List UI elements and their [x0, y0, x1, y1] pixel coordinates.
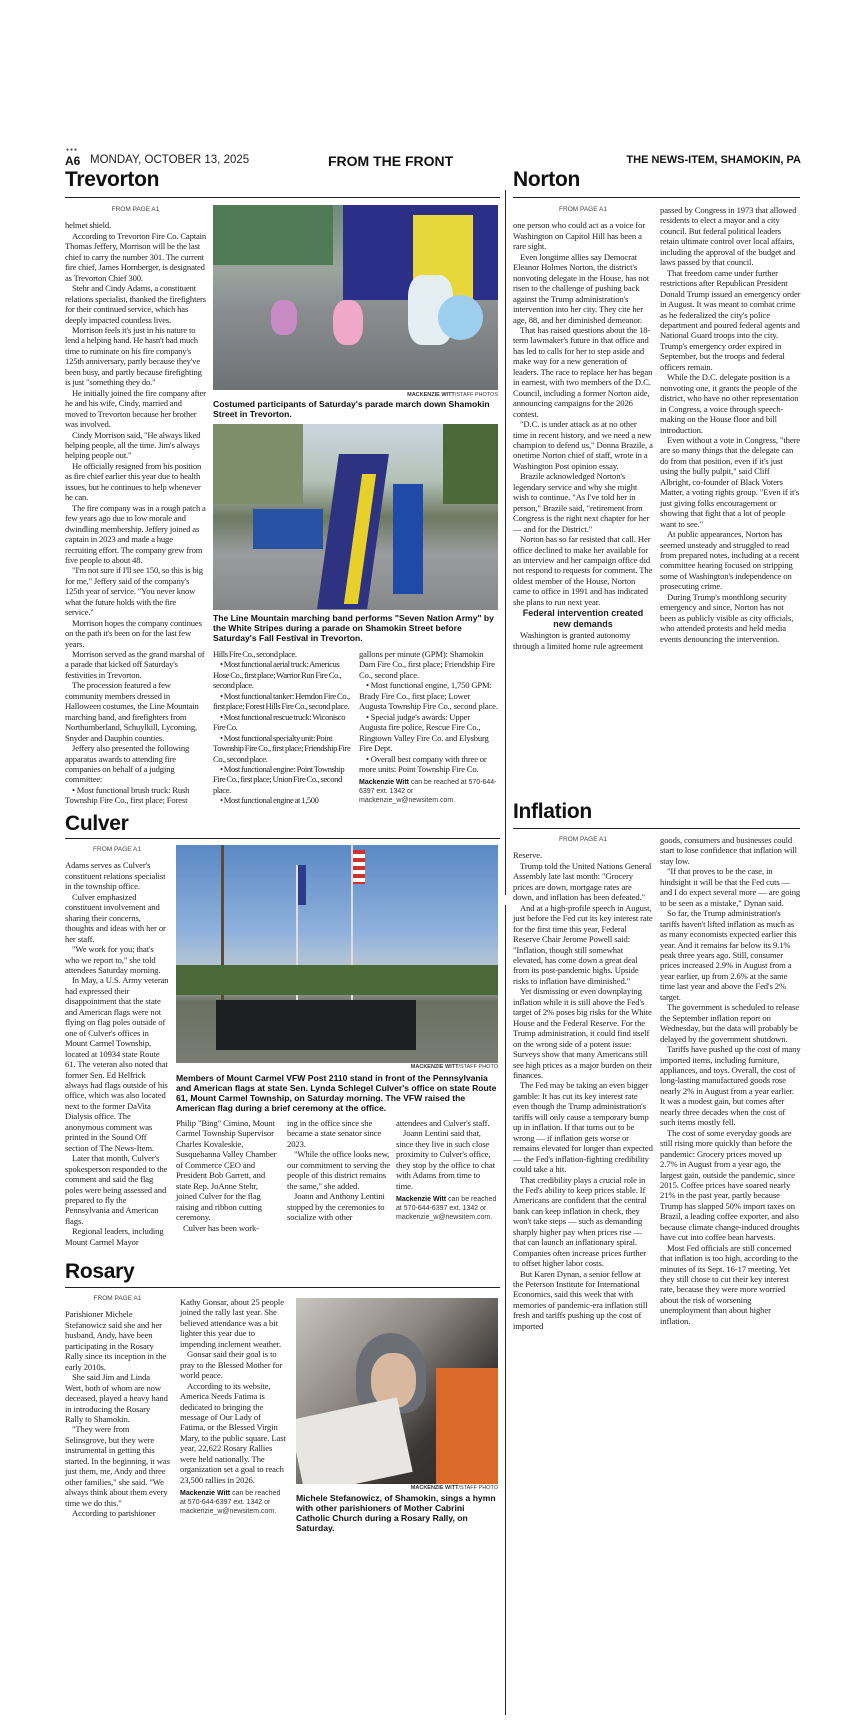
- reporter-signature: Mackenzie Witt can be reached at 570-644-6397 ext. 1342 or mackenzie_w@newsitem.com.: [396, 1196, 497, 1222]
- jump-label: FROM PAGE A1: [93, 1295, 142, 1302]
- jump-label: FROM PAGE A1: [111, 206, 160, 213]
- paragraph: • Most functional engine, 1,750 GPM: Brady Fire Co., first place; Lower Augusta Township Fire Co., second place.: [359, 680, 498, 712]
- paragraph: Adams serves as Culver's constituent relations specialist in the township office.: [65, 860, 166, 892]
- photo-caption: Costumed participants of Saturday's parade march down Shamokin Street in Trevorton.: [213, 399, 490, 419]
- page-header: [65, 147, 801, 169]
- paragraph: • Most functional engine at 1,500: [220, 795, 319, 806]
- paragraph: "D.C. is under attack as at no other time in recent history, and we need a new champion to defend us," Donna Brazile, a onetime Norton chief of staff, wrote in a Washington Post opinion essay.: [513, 419, 653, 471]
- paragraph: "I'm not sure if I'll see 150, so this is big for me," Jeffery said of the company's 125th year of service. "You never know what the future holds with the fire service.": [65, 565, 203, 618]
- rosary-column-2: [180, 1297, 288, 1516]
- paragraph: Later that month, Culver's spokesperson responded to the comment and said the flag poles were being assessed and prepared to fly the Pennsylvania and American flags.: [65, 1153, 168, 1226]
- trevorton-column-3: [359, 649, 499, 805]
- paragraph: Most Fed officials are still concerned that inflation is too high, according to the minutes of its Sept. 16-17 meeting. Yet they still chose to cut their key interest rate, because they were more worried about the risk of worsening unemployment than about higher inflation.: [660, 1242, 798, 1326]
- paragraph: Norton has so far resisted that call. Her office declined to make her available for an interview and her campaign office did not respond to requests for comment. The oldest member of the House, Norton came to office in 1991 and has indicated she plans to run next year.: [513, 534, 653, 607]
- rosary-rally-photo: [296, 1298, 498, 1484]
- paragraph: At public appearances, Norton has seemed unsteady and struggled to read from prepared notes, including at a recent committee hearing focused on stripping some of Washington's independence on prosecuting crime.: [660, 529, 800, 592]
- paragraph: Morrison served as the grand marshal of a parade that kicked off Saturday's festivities in Trevorton.: [65, 649, 205, 680]
- paragraph: • Overall best company with three or more units: Point Township Fire Co.: [359, 753, 487, 774]
- paragraph: Culver has been work-: [183, 1222, 259, 1233]
- column-divider: [505, 190, 506, 895]
- paragraph: And at a high-profile speech in August, just before the Fed cut its key interest rate for the first time this year, Federal Reserve Chair Jerome Powell said: "Inflation, though still somewhat elevated, has come down a great deal from its post-pandemic highs. Upside risks to inflation have diminished.": [513, 902, 653, 986]
- paragraph: Reserve.: [513, 850, 543, 861]
- paragraph: So far, the Trump administration's tariffs haven't lifted inflation as much as as many economists expected earlier this year. And it remains far below its 9.1% peak three years ago. Still, consumer prices increased 2.9% in August from a year earlier, up from 2.6% at the same time last year and above the Fed's 2% target.: [660, 908, 797, 1002]
- paragraph: helmet shield.: [65, 220, 112, 231]
- culver-heading: Culver: [65, 812, 129, 835]
- paragraph: He initially joined the fire company after he and his wife, Cindy, married and moved to Trevorton because her brother was involved.: [65, 387, 206, 430]
- photo-caption: Members of Mount Carmel VFW Post 2110 stand in front of the Pennsylvania and American flags at state Sen. Lynda Schlegel Culver's office on state Route 61, Mount Carmel Township, on Saturday morning. The VFW raised the American flag during a brief ceremony at the office.: [176, 1073, 497, 1113]
- trevorton-heading: Trevorton: [65, 168, 160, 191]
- paragraph: passed by Congress in 1973 that allowed residents to elect a mayor and a city council. But federal political leaders retain ultimate control over local affairs, including the approval of the budget and laws passed by that council.: [660, 205, 797, 268]
- rosary-column-1: [65, 1292, 170, 1519]
- vfw-flag-photo: [176, 845, 498, 1063]
- paragraph: The Fed may be taking an even bigger gamble: It has cut its key interest rate even though the Trump administration's tariffs will only cause a temporary bump up in inflation. If that turns out to be wrong — if inflation gets worse or remains elevated for longer than expected — the Fed's inflation-fighting credibility could take a hit.: [513, 1080, 653, 1175]
- section-label: FROM THE FRONT: [328, 153, 454, 169]
- inflation-column-1: [513, 833, 653, 1331]
- paragraph: Joann and Anthony Lentini stopped by the ceremonies to socialize with other: [287, 1191, 385, 1223]
- photo-credit: MACKENZIE WITT/STAFF PHOTO: [410, 1064, 498, 1070]
- norton-column-1: [513, 203, 653, 651]
- paragraph: Even without a vote in Congress, "there are so many things that the delegate can do from that position, even if it's just using the bully pulpit," said Cliff Albright, co-founder of Black Voters Matter, a voting rights group. "Even if it's just giving folks encouragement or showing that fight that a lot of people want to see.": [660, 434, 801, 529]
- paragraph: Washington is granted autonomy through a limited home rule agreement: [513, 630, 644, 651]
- paragraph: Parishioner Michele Stefanowicz said she and her husband, Andy, have been participating in the Rosary Rally since its inception in the early 2010s.: [65, 1309, 167, 1372]
- jump-label: FROM PAGE A1: [93, 846, 141, 853]
- paragraph: Yet dismissing or even downplaying inflation while it is still above the Fed's target of 2% poses big risks for the White House and the Federal Reserve. For the Trump administration, it could find itself on the wrong side of a potent issue: Surveys show that many Americans still see high prices as a major burden on their finances.: [513, 986, 652, 1080]
- paragraph: Brazile acknowledged Norton's legendary service and why she might wish to continue. "As I've told her in person," Brazile said, "retirement from Congress is the right next chapter for her — and for the District.": [513, 471, 650, 534]
- photo-caption: Michele Stefanowicz, of Shamokin, sings a hymn with other parishioners of Mother Cabrini Catholic Church during a Rosary Rally, on Saturday.: [296, 1493, 496, 1533]
- subheading: Federal intervention created new demands: [522, 608, 644, 629]
- paragraph: ing in the office since she became a state senator since 2023.: [287, 1118, 382, 1149]
- norton-heading: Norton: [513, 168, 581, 191]
- paragraph: gallons per minute (GPM): Shamokin Dam Fire Co., first place; Friendship Fire Co., second place.: [359, 649, 495, 680]
- paragraph: The fire company was in a rough patch a few years ago due to low morale and dwindling membership. Jeffery joined as captain in 2023 and made a huge recruiting effort. The company grew from five people to about 48.: [65, 502, 206, 565]
- trevorton-column-2: [213, 649, 351, 806]
- paragraph: According to its website, America Needs Fatima is dedicated to bringing the message of Our Lady of Fatima, or the Blessed Virgin Mary, to the public square. Last year, 22,622 Rosary Rallies were held nationally. The organization set a goal to reach 23,500 rallies in 2026.: [180, 1380, 286, 1485]
- paragraph: The procession featured a few community members dressed in Halloween costumes, the Line Mountain marching band, and firefighters from Northumberland, Schuylkill, Lycoming, Snyder and Dauphin counties.: [65, 680, 199, 743]
- heading-rule: [65, 838, 500, 839]
- paragraph: That freedom came under further restrictions after Republican President Donald Trump issued an emergency order in August. It was meant to combat crime as he federalized the city's police department and poured federal agents and National Guard troops into the city. Trump's emergency order expired in September, but the troops and federal officers remain.: [660, 267, 801, 372]
- inflation-heading: Inflation: [513, 800, 592, 823]
- culver-column-4: [396, 1118, 499, 1222]
- ornament-icon: ●●●: [66, 147, 79, 153]
- paragraph: She said Jim and Linda Wert, both of whom are now deceased, played a heavy hand in introducing the Rosary Rally to Shamokin.: [65, 1372, 168, 1424]
- photo-caption: The Line Mountain marching band performs "Seven Nation Army" by the White Stripes during a parade on Shamokin Street before Saturday's Fall Festival in Trevorton.: [213, 613, 494, 643]
- paragraph: During Trump's monthlong security emergency and since, Norton has not been as publicly visible as city officials, who attended protests and held media events denouncing the intervention.: [660, 591, 794, 644]
- paragraph: According to Trevorton Fire Co. Captain Thomas Jeffery, Morrison will be the last chief to carry the number 301. The current fire chief, James Hornberger, is designated as Trevorton Chief 300.: [65, 230, 207, 283]
- paragraph: Tariffs have pushed up the cost of many imported items, including furniture, appliances, and toys. Overall, the cost of long-lasting manufactured goods rose nearly 2% in August from a year earlier. It was a modest gain, but comes after nearly three decades when the cost of such items mostly fell.: [660, 1044, 801, 1128]
- paragraph: While the D.C. delegate position is a nonvoting one, it grants the people of the district, who have no other representation in Congress, a voice through speech-making on the House floor and bill introduction.: [660, 372, 799, 435]
- parade-costumes-photo: [213, 205, 498, 390]
- culver-column-1: [65, 843, 169, 1247]
- paper-name: THE NEWS-ITEM, SHAMOKIN, PA: [626, 154, 801, 166]
- paragraph: "They were from Selinsgrove, but they were instrumental in getting this started. In the beginning, it was just them, me, Andy and three other families," she said. "We always think about them every time we do this.": [65, 1424, 170, 1508]
- paragraph: Culver emphasized constituent involvement and sharing their concerns, thoughts and ideas with her or her staff.: [65, 891, 166, 944]
- culver-column-3: [287, 1118, 391, 1223]
- paragraph: • Most functional aerial truck: Americus Hose Co., first place; Warrior Run Fire Co., second place.: [213, 659, 342, 691]
- paragraph: one person who could act as a voice for Washington on Capitol Hill has been a rare sight.: [513, 220, 646, 252]
- heading-rule: [65, 1287, 500, 1288]
- jump-label: FROM PAGE A1: [559, 206, 607, 213]
- paragraph: • Special judge's awards: Upper Augusta fire police, Rescue Fire Co., Ringtown Valley Fire Co. and Elysburg Fire Dept.: [359, 711, 489, 754]
- paragraph: That has raised questions about the 18-term lawmaker's future in that office and has led to calls for her to step aside and make way for a new generation of leaders. The race to replace her has began in earnest, with two members of the D.C. Council, including a former Norton aide, announcing campaigns for the 2026 contest.: [513, 324, 653, 419]
- rosary-heading: Rosary: [65, 1260, 135, 1283]
- paragraph: But Karen Dynan, a senior fellow at the Peterson Institute for International Economics, said this week that with memories of pandemic-era inflation still fresh and tariffs pushing up the cost of imported: [513, 1268, 648, 1331]
- paragraph: Stehr and Cindy Adams, a constituent relations specialist, thanked the firefighters for their continued service, which has deeply impacted countless lives.: [65, 283, 206, 325]
- paragraph: • Most functional rescue truck: Wiconisco Fire Co.: [213, 711, 346, 733]
- photo-credit: MACKENZIE WITT/STAFF PHOTOS: [407, 392, 498, 398]
- paragraph: "We work for you; that's who we report to," she told attendees Saturday morning.: [65, 944, 161, 975]
- trevorton-column-1: [65, 203, 206, 806]
- paragraph: Cindy Morrison said, "He always liked helping people, all the time. Jim's always helping people out.": [65, 429, 201, 461]
- jump-label: FROM PAGE A1: [559, 836, 607, 843]
- paragraph: According to parishioner: [72, 1508, 156, 1519]
- heading-rule: [65, 197, 500, 198]
- paragraph: Jeffery also presented the following apparatus awards to attending fire companies on behalf of a judging committee:: [65, 743, 190, 785]
- paragraph: That credibility plays a crucial role in the Fed's ability to keep prices stable. If Americans are confident that the central bank can keep inflation in check, they won't take steps — such as demanding sharply higher pay when prices rise — that can launch an inflationary spiral. Companies often increase prices further to offset higher labor costs.: [513, 1174, 647, 1269]
- photo-credit: MACKENZIE WITT/STAFF PHOTO: [410, 1485, 498, 1491]
- paragraph: Morrison hopes the company continues on the path it's been on for the last few years.: [65, 617, 202, 649]
- column-divider: [505, 905, 506, 1715]
- paragraph: Philip "Bing" Cimino, Mount Carmel Township Supervisor Charles Kovaleskie, Susquehanna Valley Chamber of Commerce CEO and President Bob Garrett, and state Rep. JoAnne Stehr, joined Culver for the flag raising and ribbon cutting ceremony.: [176, 1118, 277, 1223]
- heading-rule: [513, 197, 800, 198]
- culver-column-2: [176, 1118, 280, 1233]
- inflation-column-2: [660, 835, 801, 1326]
- paragraph: "If that proves to be the case, in hindsight it will be that the Fed cuts — and I do expect several more — are going to be seen as a mistake," Dynan said.: [660, 866, 801, 908]
- paragraph: In May, a U.S. Army veteran had expressed their disappointment that the state and American flags were not flying on flag poles outside of one of Culver's offices in Mount Carmel Township, located at 10934 state Route 61. The veteran also noted that former Sen. Ed Helfrick always had flags outside of his office, which was also located next to the former DaVita Dialysis office. The anonymous comment was printed in the Sound Off section of The News-Item.: [65, 975, 169, 1153]
- marching-band-photo: [213, 424, 498, 610]
- paragraph: Kathy Gonsar, about 25 people joined the rally last year. She believed attendance was a bit lighter this year due to impending inclement weather.: [180, 1297, 284, 1349]
- paragraph: Even longtime allies say Democrat Eleanor Holmes Norton, the district's nonvoting delegate in the House, has not risen to the challenge of pushing back against the Trump administration's intervention into her city. They cite her age, 88, and her diminished demeanor.: [513, 251, 650, 325]
- heading-rule: [513, 828, 800, 829]
- paragraph: The government is scheduled to release the September inflation report on Wednesday, but the data will probably be delayed by the government shutdown.: [660, 1002, 799, 1044]
- paragraph: goods, consumers and businesses could start to lose confidence that inflation will stay low.: [660, 835, 797, 866]
- norton-column-2: [660, 205, 801, 644]
- paragraph: • Most functional specialty unit: Point Township Fire Co., first place; Friendship Fire Co., second place.: [213, 732, 351, 764]
- paragraph: Hills Fire Co., second place.: [213, 649, 297, 659]
- page-number: A6: [65, 154, 81, 168]
- paragraph: attendees and Culver's staff.: [396, 1118, 490, 1128]
- paragraph: "While the office looks new, our commitment to serving the people of this district remains the same," she added.: [287, 1149, 391, 1191]
- paragraph: He officially resigned from his position as fire chief earlier this year due to health issues, but he continues to help whenever he can.: [65, 460, 202, 503]
- paragraph: • Most functional engine: Point Township Fire Co., first place; Union Fire Co., second place.: [213, 763, 345, 795]
- reporter-signature: Mackenzie Witt can be reached at 570-644-6397 ext. 1342 or mackenzie_w@newsitem.com.: [359, 779, 497, 805]
- paragraph: Morrison feels it's just in his nature to lend a helping hand. He hasn't had much time to ruminate on his fire company's 125th anniversary, partly because they've been busy, and partly because firefighting is just "something they do.": [65, 324, 202, 388]
- paragraph: • Most functional tanker: Herndon Fire Co., first place; Forest Hills Fire Co., second place.: [213, 690, 350, 712]
- paragraph: • Most functional brush truck: Rush Township Fire Co., first place; Forest: [65, 784, 190, 806]
- reporter-signature: Mackenzie Witt can be reached at 570-644-6397 ext. 1342 or mackenzie_w@newsitem.com.: [180, 1490, 281, 1516]
- paragraph: Regional leaders, including Mount Carmel Mayor: [65, 1226, 164, 1247]
- paragraph: Trump told the United Nations General Assembly late last month: "Grocery prices are down, mortgage rates are down, and inflation has been defeated.": [513, 860, 652, 903]
- paragraph: The cost of some everyday goods are still rising more quickly than before the pandemic: Grocery prices moved up 2.7% in August from a year ago, the largest gain, outside the pandemic, since 2015. Coffee prices have soared nearly 21% in the past year, partly because Trump has slapped 50% import taxes on Brazil, a leading coffee exporter, and also because climate change-induced droughts have cut into coffee bean harvests.: [660, 1127, 800, 1243]
- paragraph: Joann Lentini said that, since they live in such close proximity to Culver's office, they stop by the office to chat with Adams from time to time.: [396, 1128, 495, 1191]
- paragraph: Gonsar said their goal is to pray to the Blessed Mother for world peace.: [180, 1349, 283, 1381]
- page-date: MONDAY, OCTOBER 13, 2025: [90, 154, 250, 166]
